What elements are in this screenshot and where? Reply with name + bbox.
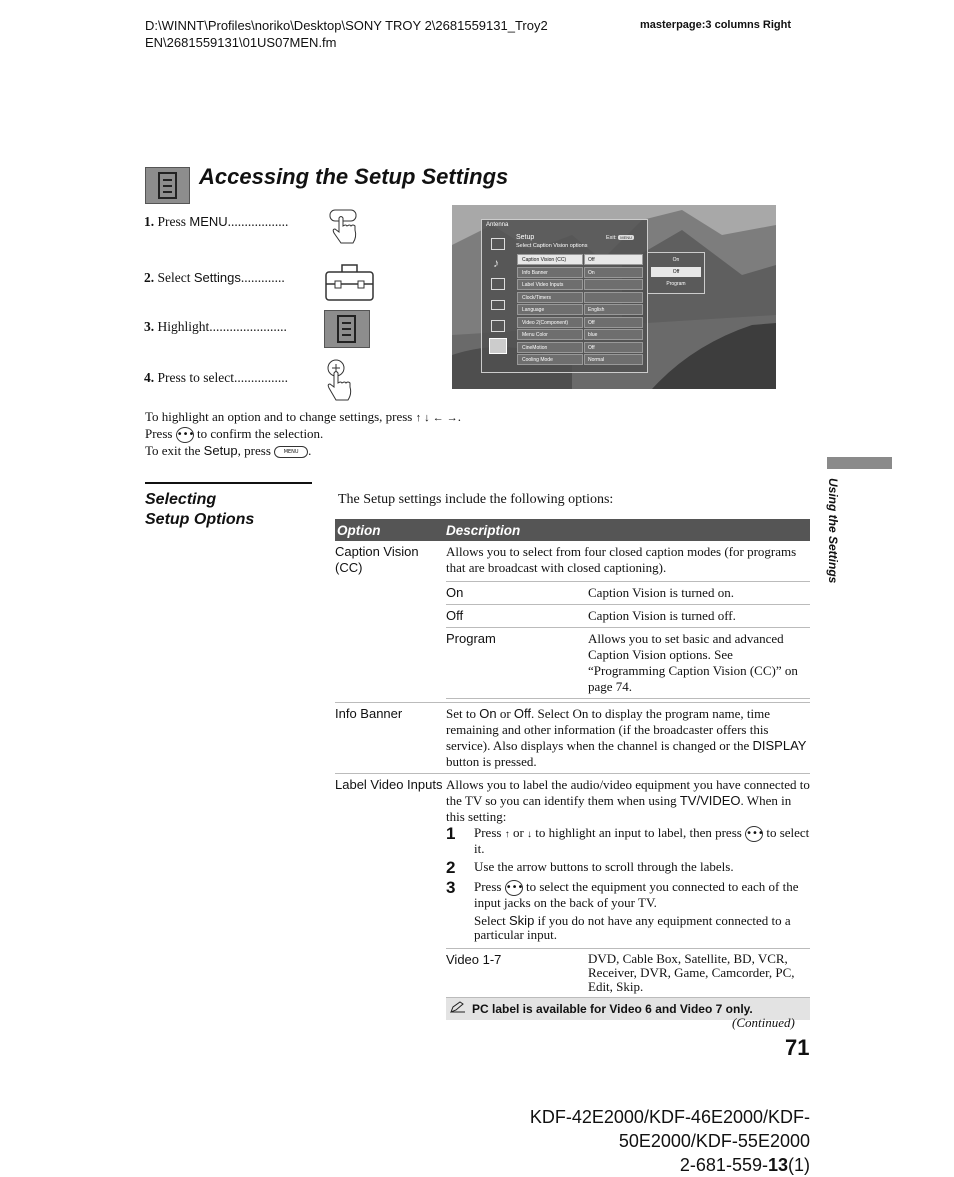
desc-text: to select it. — [474, 825, 810, 857]
side-tab-label: Using the Settings — [826, 478, 840, 584]
instruction-text: , press — [237, 443, 275, 458]
desc-text: Press — [474, 825, 505, 840]
table-row — [335, 774, 810, 1024]
step-text: Use the arrow buttons to scroll through the labels. — [474, 859, 734, 875]
step-2 — [144, 270, 285, 286]
tv-menu-row-label: CineMotion — [517, 342, 583, 353]
instruction-text: . — [457, 409, 462, 424]
select-button-hand-icon — [324, 359, 354, 408]
step-number: 3 — [446, 878, 456, 898]
select-button-icon: ••• — [745, 826, 763, 842]
masterpage-label: masterpage:3 columns Right — [640, 19, 791, 31]
tv-popup-item: On — [672, 257, 680, 263]
desc-text: if you do not have any equipment connected to a particular input. — [474, 913, 791, 943]
tv-menu-row — [517, 329, 643, 340]
tv-menu-row-label: Label Video Inputs — [517, 279, 583, 290]
desc-ui: Skip — [509, 913, 535, 929]
procedure-step-1 — [446, 826, 810, 856]
instruction-text: To exit the — [145, 443, 204, 458]
sub-options — [446, 581, 810, 699]
page-number: 71 — [785, 1035, 810, 1060]
tv-menu-row-label: Info Banner — [517, 267, 583, 278]
step-number: 2 — [446, 858, 456, 878]
header-description: Description — [446, 519, 810, 541]
select-button-icon: ••• — [176, 427, 194, 443]
menu-button-icon: MENU — [274, 446, 308, 458]
tv-menu-row-value: blue — [584, 329, 643, 340]
desc-text: or — [496, 706, 514, 721]
tv-menu-row — [517, 354, 643, 365]
toolbox-icon — [325, 262, 375, 307]
setup-icon — [489, 338, 507, 354]
sound-icon: ♪ — [493, 256, 499, 270]
tv-menu-row-label: Video 2(Component) — [517, 317, 583, 328]
setup-list-icon — [145, 167, 190, 204]
option-description — [446, 541, 810, 703]
tv-menu-sidebar — [482, 232, 512, 372]
tv-menu-row-value: On — [584, 267, 643, 278]
tv-menu-row — [517, 317, 643, 328]
desc-ui: On — [479, 706, 497, 721]
step-4 — [144, 370, 288, 386]
desc-ui: DISPLAY — [752, 738, 807, 753]
sub-option-name: Video 1-7 — [446, 949, 588, 998]
picture-icon — [491, 238, 505, 250]
sub-option-name: On — [446, 582, 588, 605]
tv-menu-row — [517, 267, 643, 278]
options-table — [335, 519, 810, 1023]
section-intro: The Setup settings include the following options: — [338, 492, 614, 507]
part-number: 2-681-559- — [679, 1155, 768, 1175]
tv-menu-panel — [481, 219, 648, 373]
note-text: PC label is available for Video 6 and Video 7 only. — [472, 1002, 753, 1017]
part-number-suffix: (1) — [788, 1155, 810, 1175]
tv-menu-subheading: Select Caption Vision options — [516, 243, 588, 249]
tv-screenshot — [452, 205, 776, 389]
tv-popup-item: Program — [666, 281, 686, 287]
step-number: 1 — [446, 824, 456, 843]
option-description — [446, 703, 810, 774]
parental-lock-icon — [491, 320, 505, 332]
desc-text: to select the equipment you connected to each of the input jacks on the back of your TV. — [474, 879, 799, 911]
continued-label: (Continued) — [732, 1015, 795, 1030]
model-line1: KDF-42E2000/KDF-46E2000/KDF-50E2000/KDF-55E2000 — [529, 1107, 810, 1151]
option-description — [446, 774, 810, 1024]
step-leader: .................. — [227, 214, 289, 229]
select-button-icon: ••• — [505, 880, 523, 896]
tv-menu-row-label: Clock/Timers — [517, 292, 583, 303]
tv-menu-row-label: Caption Vision (CC) — [517, 254, 583, 265]
desc-text: or — [509, 825, 528, 840]
step-number: 1. — [144, 214, 155, 229]
tv-menu-row — [517, 279, 643, 290]
instruction-confirm — [145, 425, 323, 443]
tv-menu-row-value: Normal — [584, 354, 643, 365]
step-text: Highlight — [154, 319, 210, 334]
tv-menu-row-value: Off — [584, 254, 643, 265]
sub-row — [446, 628, 810, 699]
model-numbers — [500, 1105, 810, 1177]
tv-menu-tab: Antenna — [486, 222, 509, 228]
file-path-line2: EN\2681559131\01US07MEN.fm — [145, 35, 337, 50]
instruction-text: to confirm the selection. — [193, 426, 324, 441]
option-name: Caption Vision (CC) — [335, 541, 446, 703]
instruction-text: . — [308, 443, 312, 458]
desc-text: . When in this setting: — [446, 793, 792, 824]
tv-menu-row — [517, 304, 643, 315]
step-text: Press — [154, 214, 190, 229]
sub-option-desc: Caption Vision is turned on. — [588, 582, 810, 605]
instruction-text: To highlight an option and to change settings, press — [145, 409, 416, 424]
tv-menu-row-value — [584, 292, 643, 303]
sub-option-desc: Caption Vision is turned off. — [588, 605, 810, 628]
option-name: Label Video Inputs — [335, 777, 443, 792]
file-path — [145, 17, 548, 51]
option-name: Info Banner — [335, 703, 446, 774]
step-leader: ............. — [240, 270, 285, 285]
step-number: 2. — [144, 270, 155, 285]
sub-options — [446, 948, 810, 997]
step-ui-label: Settings — [193, 270, 241, 285]
desc-text: Allows you to label the audio/video equipment you have connected to the TV so you can identify them when using — [446, 777, 810, 808]
tv-popup-item: Off — [651, 267, 701, 277]
menu-button-hand-icon — [326, 208, 360, 255]
step-text: Select — [154, 270, 194, 285]
step-ui-label: MENU — [189, 214, 228, 229]
desc-ui: TV/VIDEO — [679, 793, 741, 808]
option-description-text — [446, 777, 810, 825]
tv-menu-row-label: Language — [517, 304, 583, 315]
desc-text: Set to — [446, 706, 480, 721]
header-option: Option — [335, 519, 446, 541]
section-rule — [145, 482, 312, 484]
sub-option-name: Program — [446, 628, 588, 699]
instruction-exit — [145, 442, 311, 459]
section-title-line1: Selecting — [145, 491, 217, 508]
skip-note — [474, 914, 810, 942]
tv-menu-exit — [606, 235, 634, 241]
tv-menu-exit-label: Exit: — [606, 235, 617, 241]
tv-menu-popup — [647, 252, 705, 294]
instruction-ui-label: Setup — [203, 443, 238, 458]
sub-row — [446, 582, 810, 605]
setup-list-icon — [324, 310, 370, 348]
tv-menu-row — [517, 292, 643, 303]
tv-menu-rows — [517, 254, 643, 367]
tv-menu-row — [517, 342, 643, 353]
desc-text: Press — [474, 879, 505, 895]
step-text — [474, 826, 810, 856]
tv-menu-row-label: Cooling Mode — [517, 354, 583, 365]
step-number: 4. — [144, 370, 155, 385]
sub-option-desc: Allows you to set basic and advanced Caption Vision options. See “Programming Caption Vision (CC)” on page 74. — [588, 628, 810, 699]
section-title-line2: Setup Options — [145, 511, 255, 528]
part-number-bold: 13 — [767, 1155, 788, 1175]
up-arrow-icon: ↑ — [504, 829, 510, 840]
tv-menu-exit-button: MENU — [620, 235, 633, 240]
section-title — [145, 490, 254, 530]
input-icon — [491, 300, 505, 310]
tv-menu-heading: Setup — [516, 234, 535, 241]
channel-icon — [491, 278, 505, 290]
table-row — [335, 703, 810, 774]
desc-text: button is pressed. — [446, 754, 537, 769]
step-leader: ................ — [234, 370, 288, 385]
sub-row — [446, 605, 810, 628]
instruction-text: Press — [145, 426, 176, 441]
note-pencil-icon — [450, 1001, 472, 1017]
tv-menu-row-value: English — [584, 304, 643, 315]
sub-option-name: Off — [446, 605, 588, 628]
step-text: Press to select — [154, 370, 234, 385]
step-number: 3. — [144, 319, 155, 334]
procedure-step-3 — [446, 880, 810, 942]
tv-menu-row-value — [584, 279, 643, 290]
step-leader: ....................... — [209, 319, 287, 334]
procedure-step-2 — [446, 860, 810, 876]
down-arrow-icon: ↓ — [527, 829, 533, 840]
desc-text: to highlight an input to label, then press — [532, 825, 746, 840]
tv-menu-row-value: Off — [584, 342, 643, 353]
desc-text: Select — [474, 913, 510, 929]
table-row — [335, 541, 810, 703]
step-text — [474, 880, 810, 942]
option-description-text: Allows you to select from four closed caption modes (for programs that are broadcast with closed captioning). — [446, 544, 797, 575]
step-3 — [144, 319, 287, 335]
model-line2 — [500, 1153, 810, 1177]
tv-menu-row-label: Menu Color — [517, 329, 583, 340]
desc-ui: Off — [513, 706, 532, 721]
file-path-line1: D:\WINNT\Profiles\noriko\Desktop\SONY TROY 2\2681559131_Troy2 — [145, 18, 548, 33]
step-1 — [144, 214, 288, 230]
arrow-buttons-icon: ↑ ↓ ← → — [415, 412, 458, 424]
sub-option-desc: DVD, Cable Box, Satellite, BD, VCR, Receiver, DVR, Game, Camcorder, PC, Edit, Skip. — [588, 949, 810, 998]
section-tab-bar — [827, 457, 892, 469]
sub-row — [446, 949, 810, 998]
page-title: Accessing the Setup Settings — [199, 164, 509, 189]
tv-menu-row-value: Off — [584, 317, 643, 328]
tv-menu-row — [517, 254, 643, 265]
desc-text: . Select On to display the program name, time remaining and other information (if the broadcaster offers this service). Also displays when the channel is changed or the — [446, 706, 771, 753]
